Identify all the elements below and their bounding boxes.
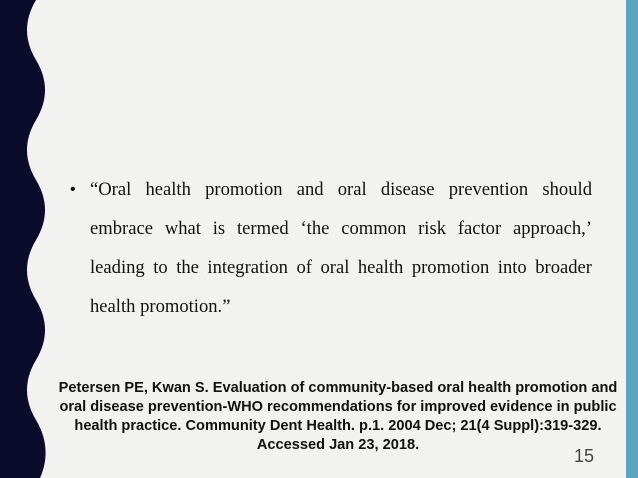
- slide-number: 15: [574, 446, 595, 466]
- wavy-left-band: [0, 0, 60, 478]
- bullet-marker: •: [70, 181, 76, 198]
- quote-text: “Oral health promotion and oral disease prevention should embrace what is termed ‘the common risk factor approach,’ leading to the integration of oral health promotion into broader health promotion.”: [90, 179, 592, 317]
- citation: Petersen PE, Kwan S. Evaluation of community-based oral health promotion and oral disease prevention-WHO recommendations for improved evidence in public health practice. Community Dent Health. p.1. 2004 Dec; 21(4 Suppl):319-329. Accessed Jan 23, 2018.: [58, 380, 618, 453]
- wave-shape: [0, 0, 46, 478]
- quote-block: [62, 170, 592, 326]
- accent-bar: [626, 0, 638, 478]
